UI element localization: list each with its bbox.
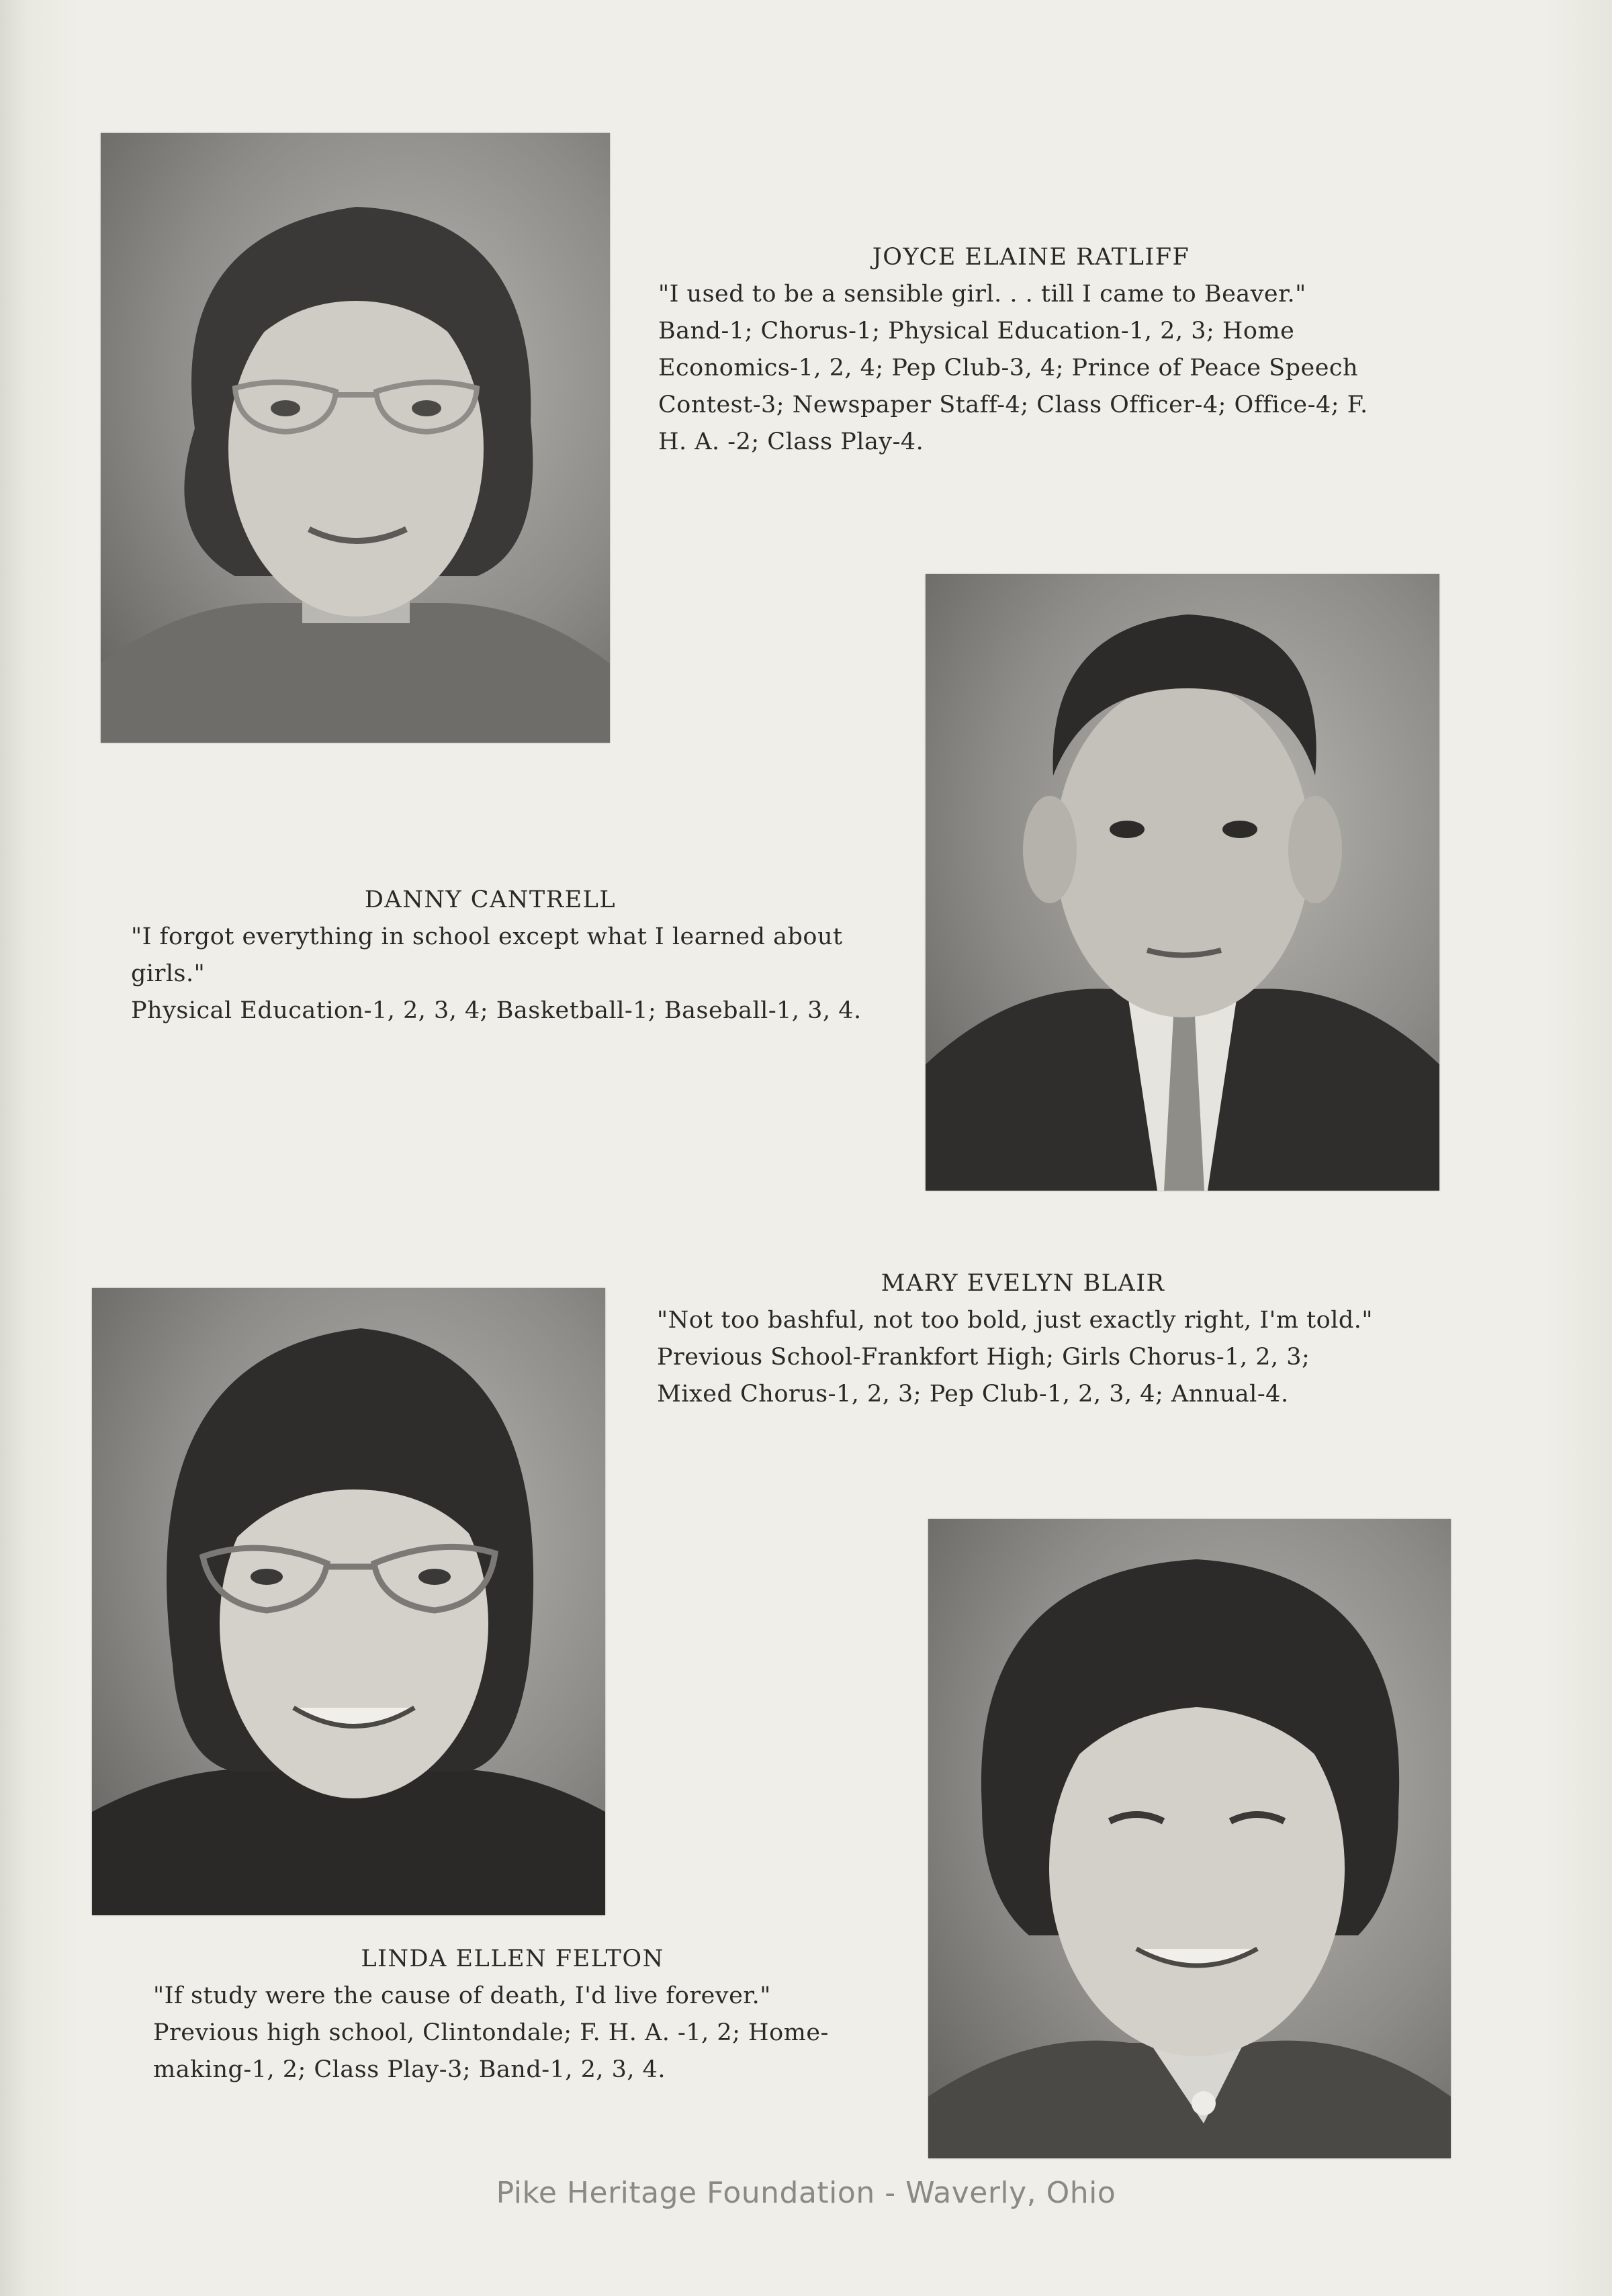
student-quote: "If study were the cause of death, I'd live forever." [153,1982,771,2009]
student-name: JOYCE ELAINE RATLIFF [872,244,1190,271]
student-name: MARY EVELYN BLAIR [881,1270,1165,1297]
photo-danny-cantrell [926,574,1439,1191]
entry-mary-blair [657,1265,1389,1413]
photo-mary-blair [928,1519,1451,2158]
student-activities: Previous School-Frankfort High; Girls Chorus-1, 2, 3; Mixed Chorus-1, 2, 3; Pep Club-1, 2, 3, 4; Annual-4. [657,1344,1310,1408]
student-quote: "I used to be a sensible girl. . . till I came to Beaver." [658,281,1306,308]
photo-linda-felton [92,1288,605,1915]
portrait-female-glasses-icon [92,1288,605,1915]
photo-joyce-ratliff [101,133,610,743]
student-activities: Physical Education-1, 2, 3, 4; Basketball-1; Baseball-1, 3, 4. [131,997,862,1024]
student-name: LINDA ELLEN FELTON [361,1945,664,1972]
portrait-female-icon [928,1519,1451,2158]
portrait-male-suit-icon [926,574,1439,1191]
student-activities: Band-1; Chorus-1; Physical Education-1, 2, 3; Home Economics-1, 2, 4; Pep Club-3, 4; Prince of Peace Speech Contest-3; Newspaper Staff-4; Class Officer-4; Office-4; F. H. A. -2; Class Play-4. [658,318,1368,455]
footer-watermark: Pike Heritage Foundation - Waverly, Ohio [496,2176,1116,2210]
entry-linda-felton [153,1941,899,2088]
student-activities: Previous high school, Clintondale; F. H. A. -1, 2; Home-making-1, 2; Class Play-3; Band-1, 2, 3, 4. [153,2019,829,2083]
entry-joyce-ratliff [658,239,1404,461]
student-quote: "Not too bashful, not too bold, just exactly right, I'm told." [657,1307,1374,1334]
student-quote: "I forgot everything in school except what I learned about girls." [131,923,843,987]
student-name: DANNY CANTRELL [364,886,617,913]
portrait-female-glasses-icon [101,133,610,743]
entry-danny-cantrell [131,882,890,1029]
